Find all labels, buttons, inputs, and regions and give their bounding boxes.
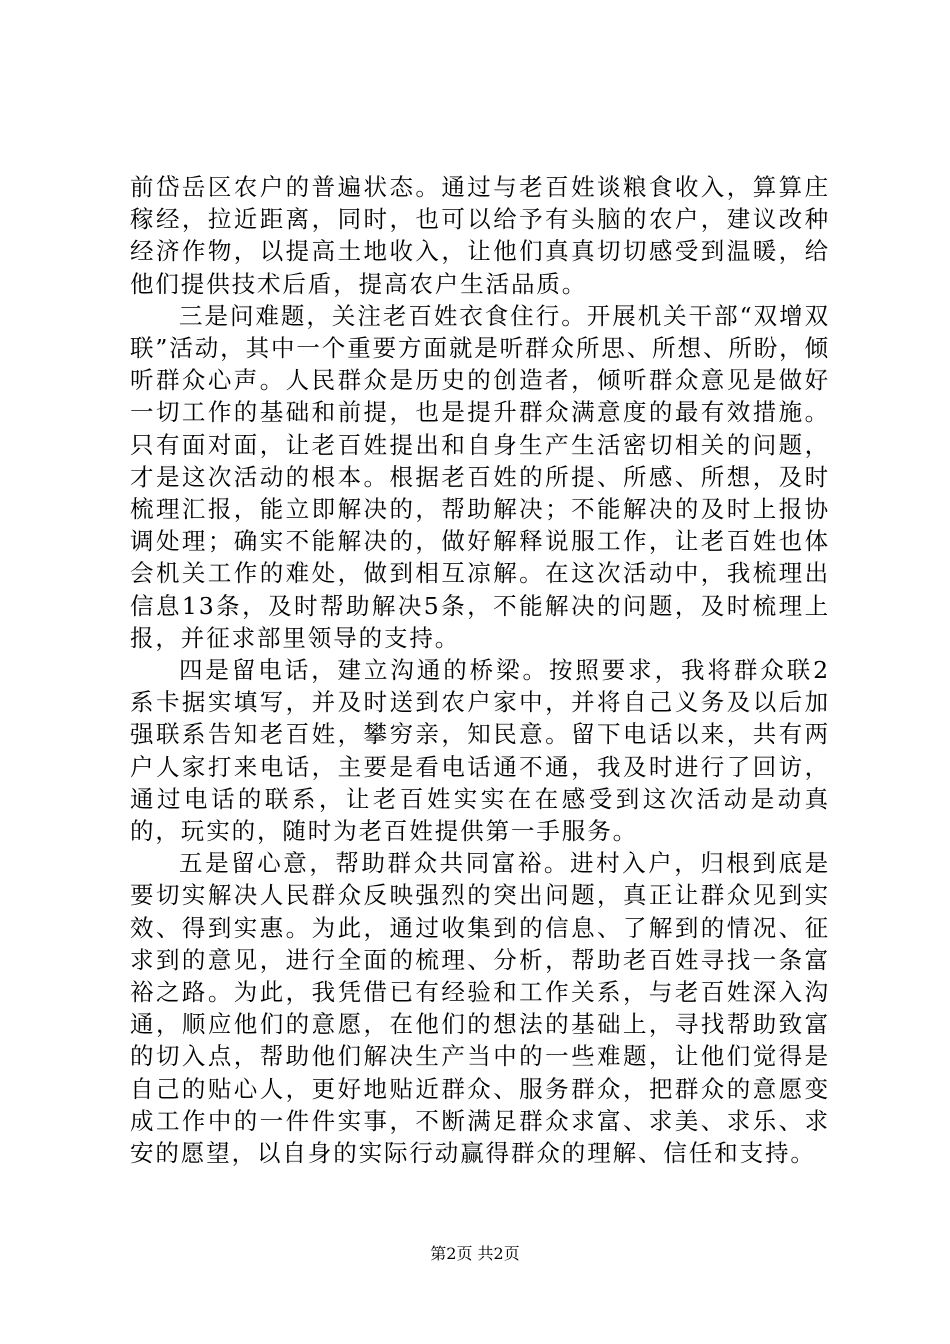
paragraph-continuation: 前岱岳区农户的普遍状态。通过与老百姓谈粮食收入，算算庄稼经，拉近距离，同时，也可以给予有头脑的农户，建议改种经济作物，以提高土地收入，让他们真真切切感受到温暖，给他们提供技术后盾，提高农户生活品质。 <box>130 173 830 298</box>
page-number-footer: 第2页 共2页 <box>430 1244 520 1263</box>
paragraph-point-five: 五是留心意，帮助群众共同富裕。进村入户，归根到底是要切实解决人民群众反映强烈的突出问题，真正让群众见到实效、得到实惠。为此，通过收集到的信息、了解到的情况、征求到的意见，进行全面的梳理、分析，帮助老百姓寻找一条富裕之路。为此，我凭借已有经验和工作关系，与老百姓深入沟通，顺应他们的意愿，在他们的想法的基础上，寻找帮助致富的切入点，帮助他们解决生产当中的一些难题，让他们觉得是自己的贴心人，更好地贴近群众、服务群众，把群众的意愿变成工作中的一件件实事，不断满足群众求富、求美、求乐、求安的愿望，以自身的实际行动赢得群众的理解、信任和支持。 <box>130 849 830 1168</box>
paragraph-point-three: 三是问难题，关注老百姓衣食住行。开展机关干部“双增双联”活动，其中一个重要方面就是听群众所思、所想、所盼，倾听群众心声。人民群众是历史的创造者，倾听群众意见是做好一切工作的基础和前提，也是提升群众满意度的最有效措施。只有面对面，让老百姓提出和自身生产生活密切相关的问题，才是这次活动的根本。根据老百姓的所提、所感、所想，及时梳理汇报，能立即解决的，帮助解决；不能解决的及时上报协调处理；确实不能解决的，做好解释说服工作，让老百姓也体会机关工作的难处，做到相互凉解。在这次活动中，我梳理出信息13条，及时帮助解决5条，不能解决的问题，及时梳理上报，并征求部里领导的支持。 <box>130 301 830 652</box>
paragraph-point-four: 四是留电话，建立沟通的桥梁。按照要求，我将群众联2系卡据实填写，并及时送到农户家中，并将自己义务及以后加强联系告知老百姓，攀穷亲，知民意。留下电话以来，共有两户人家打来电话，主要是看电话通不通，我及时进行了回访，通过电话的联系，让老百姓实实在在感受到这次活动是动真的，玩实的，随时为老百姓提供第一手服务。 <box>130 656 830 846</box>
document-body <box>130 171 830 1169</box>
